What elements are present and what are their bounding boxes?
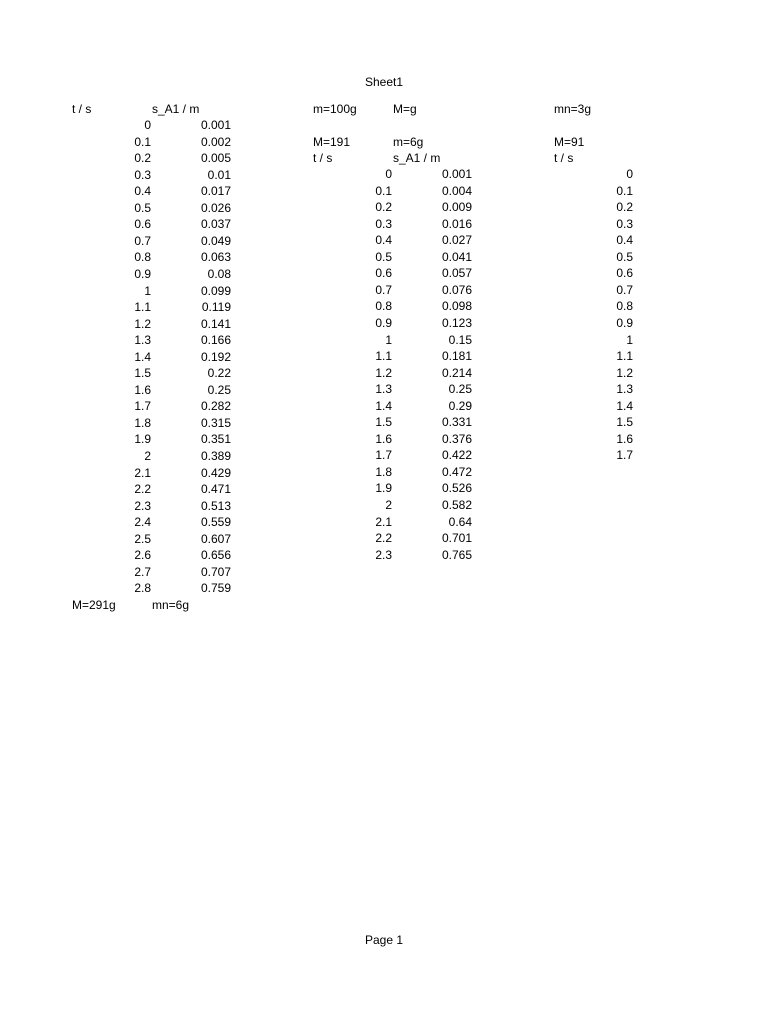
block1-t-cell: 1.8 <box>134 415 151 430</box>
block2-s-cell: 0.001 <box>441 167 472 181</box>
block1-s-cell: 0.429 <box>200 465 231 480</box>
block1-s-cell: 0.22 <box>207 366 231 381</box>
block2-s-cell: 0.009 <box>441 200 472 215</box>
block1-t-cell: 0.7 <box>134 233 151 248</box>
block1-s-cell: 0.119 <box>201 300 231 315</box>
block1-s-cell: 0.656 <box>200 548 231 563</box>
block2-note1-right: M=g <box>393 102 417 116</box>
block1-t-cell: 1.2 <box>134 316 151 331</box>
block2-s-cell: 0.041 <box>441 249 472 264</box>
block3-t-cell: 0 <box>626 167 633 181</box>
block2-t-cell: 0 <box>385 167 392 181</box>
block2-t-cell: 1.1 <box>375 349 392 364</box>
block2-s-cell: 0.526 <box>441 481 472 496</box>
block2-s-cell: 0.376 <box>441 431 472 446</box>
block2-note1-left: m=100g <box>313 102 357 116</box>
block1-t-cell: 1.6 <box>134 382 151 397</box>
block3-t-cell: 1.3 <box>616 382 633 397</box>
block3-t-cell: 0.2 <box>616 200 633 215</box>
block1-header-s: s_A1 / m <box>152 102 200 116</box>
block1-s-cell: 0.471 <box>200 482 231 497</box>
block1-s-cell: 0.141 <box>200 316 231 331</box>
block1-t-cell: 0.1 <box>134 134 151 149</box>
block3-t-cell: 1.7 <box>616 448 633 463</box>
block1-t-cell: 2.4 <box>134 515 151 530</box>
block2-t-cell: 1 <box>385 332 392 347</box>
block2-t-cell: 0.4 <box>375 233 392 248</box>
block3-t-cell: 1.2 <box>616 365 633 380</box>
block1-s-cell: 0.017 <box>200 184 231 199</box>
block1-s-cell: 0.166 <box>200 333 231 348</box>
block1-footer-right: mn=6g <box>152 598 190 612</box>
sheet-title: Sheet1 <box>364 75 404 89</box>
block3-note1: mn=3g <box>554 102 592 116</box>
block1-header-t: t / s <box>72 102 92 116</box>
block1-s-cell: 0.315 <box>200 415 231 430</box>
block1-s-cell: 0.707 <box>200 564 231 579</box>
block2-t-cell: 0.5 <box>375 249 392 264</box>
page-footer: Page 1 <box>364 933 404 947</box>
block2-s-cell: 0.016 <box>441 216 472 231</box>
block1-t-cell: 2.6 <box>134 548 151 563</box>
block3-t-cell: 0.7 <box>616 282 633 297</box>
block1-t-cell: 0.6 <box>134 217 151 232</box>
block1-t-cell: 2.5 <box>134 531 151 546</box>
block2-t-cell: 1.5 <box>375 415 392 430</box>
block1-t-cell: 2 <box>144 449 151 463</box>
block2-t-cell: 0.1 <box>375 183 392 198</box>
block1-t-cell: 1.9 <box>134 432 151 447</box>
block2-t-cell: 1.3 <box>375 382 392 397</box>
block1-footer-left: M=291g <box>72 598 116 612</box>
block2-s-cell: 0.701 <box>441 531 472 546</box>
block2-t-cell: 1.9 <box>375 481 392 496</box>
block2-t-cell: 2.2 <box>375 531 392 546</box>
block3-t-cell: 1.5 <box>616 415 633 430</box>
block2-t-cell: 0.6 <box>375 266 392 281</box>
block2-s-cell: 0.098 <box>441 299 472 314</box>
block2-s-cell: 0.472 <box>441 464 472 479</box>
block2-s-cell: 0.422 <box>441 448 472 463</box>
block1-t-cell: 2.7 <box>134 564 151 579</box>
block1-t-cell: 1.3 <box>134 333 151 348</box>
block1-s-cell: 0.559 <box>200 515 231 530</box>
block2-s-cell: 0.25 <box>448 382 472 397</box>
block1-s-cell: 0.351 <box>200 432 231 447</box>
block2-header-t: t / s <box>313 151 333 165</box>
block2-header-s: s_A1 / m <box>393 151 441 165</box>
block1-t-cell: 0.8 <box>134 250 151 265</box>
block2-t-cell: 1.7 <box>375 448 392 463</box>
block1-s-cell: 0.005 <box>200 151 231 166</box>
block2-s-cell: 0.214 <box>441 365 472 380</box>
block2-s-cell: 0.181 <box>441 349 472 364</box>
block1-s-cell: 0.037 <box>200 217 231 232</box>
block2-s-cell: 0.15 <box>448 332 472 347</box>
block2-t-cell: 0.7 <box>375 282 392 297</box>
block1-s-cell: 0.759 <box>200 581 231 596</box>
block1-t-cell: 2.3 <box>134 498 151 513</box>
block1-s-cell: 0.513 <box>200 498 231 513</box>
block2-s-cell: 0.582 <box>441 498 472 512</box>
block1-s-cell: 0.282 <box>200 399 231 414</box>
block2-s-cell: 0.057 <box>441 266 472 281</box>
block1-s-cell: 0.192 <box>200 349 231 364</box>
block2-s-cell: 0.29 <box>448 398 472 413</box>
block2-s-cell: 0.027 <box>441 233 472 248</box>
block3-t-cell: 1.1 <box>616 349 633 364</box>
block1-s-cell: 0.08 <box>207 267 231 281</box>
block2-t-cell: 2 <box>385 498 392 512</box>
block1-s-cell: 0.002 <box>200 134 231 149</box>
block3-t-cell: 1.6 <box>616 431 633 446</box>
block1-t-cell: 1.1 <box>134 300 151 315</box>
block3-header-t: t / s <box>554 151 574 165</box>
block2-s-cell: 0.331 <box>441 415 472 430</box>
block1-s-cell: 0.026 <box>200 200 231 215</box>
block1-t-cell: 0.3 <box>134 167 151 182</box>
block2-s-cell: 0.004 <box>441 183 472 198</box>
block2-t-cell: 2.1 <box>375 514 392 529</box>
block3-t-cell: 1.4 <box>616 398 633 413</box>
block2-s-cell: 0.765 <box>441 547 472 562</box>
block2-s-cell: 0.076 <box>441 282 472 297</box>
block2-t-cell: 0.2 <box>375 200 392 215</box>
block2-t-cell: 0.3 <box>375 216 392 231</box>
block1-t-cell: 1.5 <box>134 366 151 381</box>
block3-t-cell: 1 <box>626 332 633 347</box>
block1-t-cell: 1 <box>144 283 151 298</box>
block1-s-cell: 0.049 <box>200 233 231 248</box>
block1-s-cell: 0.25 <box>207 382 231 397</box>
block3-t-cell: 0.8 <box>616 299 633 314</box>
block1-s-cell: 0.063 <box>200 250 231 265</box>
block1-s-cell: 0.607 <box>200 531 231 546</box>
block3-note2: M=91 <box>554 135 585 149</box>
block1-t-cell: 2.1 <box>134 465 151 480</box>
block1-t-cell: 2.8 <box>134 581 151 596</box>
block3-t-cell: 0.1 <box>616 183 633 198</box>
block3-t-cell: 0.9 <box>616 316 633 330</box>
block1-t-cell: 0.2 <box>134 151 151 166</box>
block1-t-cell: 1.7 <box>134 399 151 414</box>
block1-t-cell: 0.5 <box>134 200 151 215</box>
block3-t-cell: 0.5 <box>616 249 633 264</box>
block1-t-cell: 0.4 <box>134 184 151 199</box>
block2-t-cell: 1.4 <box>375 398 392 413</box>
block2-t-cell: 0.9 <box>375 316 392 330</box>
block2-s-cell: 0.64 <box>448 514 472 529</box>
block2-note2-left: M=191 <box>313 135 351 149</box>
block1-t-cell: 0 <box>144 118 151 132</box>
block1-s-cell: 0.099 <box>200 283 231 298</box>
block2-t-cell: 1.2 <box>375 365 392 380</box>
block3-t-cell: 0.3 <box>616 216 633 231</box>
block1-s-cell: 0.389 <box>200 449 231 463</box>
block2-t-cell: 2.3 <box>375 547 392 562</box>
block1-s-cell: 0.01 <box>207 167 231 182</box>
block1-t-cell: 1.4 <box>134 349 151 364</box>
block2-s-cell: 0.123 <box>441 316 472 330</box>
block1-t-cell: 2.2 <box>134 482 151 497</box>
block2-note2-right: m=6g <box>393 135 424 149</box>
block3-t-cell: 0.4 <box>616 233 633 248</box>
block3-t-cell: 0.6 <box>616 266 633 281</box>
block2-t-cell: 1.6 <box>375 431 392 446</box>
block1-s-cell: 0.001 <box>200 118 231 132</box>
block2-t-cell: 1.8 <box>375 464 392 479</box>
block1-t-cell: 0.9 <box>134 267 151 281</box>
block2-t-cell: 0.8 <box>375 299 392 314</box>
